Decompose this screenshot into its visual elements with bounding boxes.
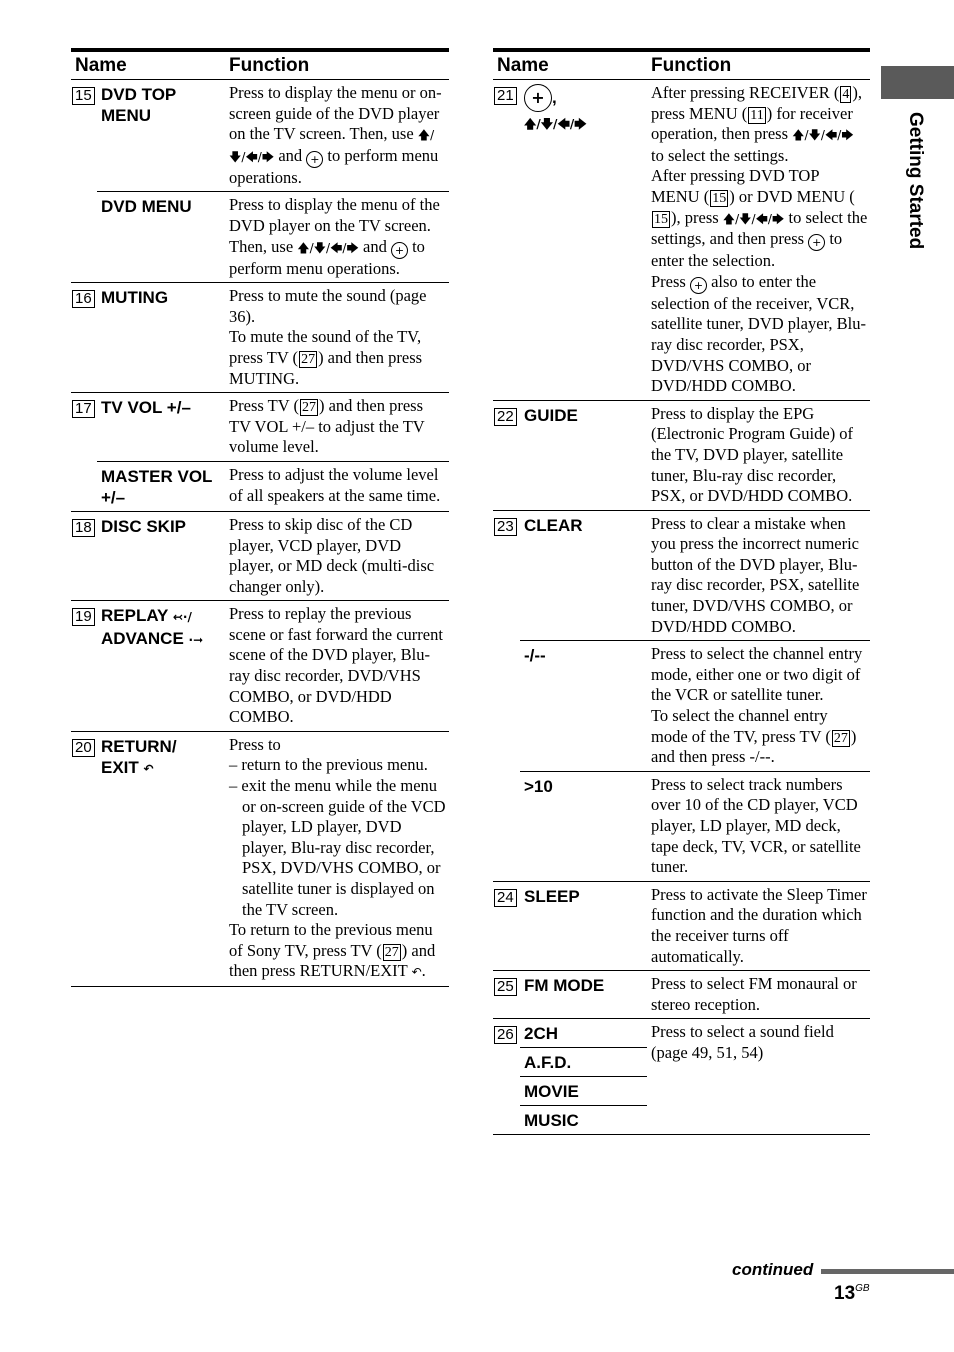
item-number: 19 (71, 601, 97, 732)
item-function: Press to skip disc of the CD player, VCD player, DVD player, or MD deck (multi-disc changer only). (225, 511, 449, 600)
ref-box: 11 (750, 107, 764, 123)
table-row (71, 511, 449, 600)
section-tab (881, 66, 954, 99)
table-row (493, 1019, 870, 1048)
item-name: DVD TOP MENU (97, 80, 225, 192)
item-number: 22 (493, 400, 520, 510)
item-function: After pressing RECEIVER ( 4 ), press MENU ( 11 ) for receiver operation, then press 🡅/🡇/🡄/🡆 to select the settings. After pressing DVD TOP MENU ( 15 ) or DVD MENU (15 ), press 🡅/🡇/🡄/🡆 to select the settings, and then press + to enter the selection. Press + also to enter the selection of the receiver, VCR, satellite tuner, DVD player, Blu-ray disc recorder, PSX, DVD/VHS COMBO, or DVD/HDD COMBO. (647, 80, 870, 401)
item-name: REPLAY ↢·/ ADVANCE ·➞ (97, 601, 225, 732)
table-row (493, 400, 870, 510)
ref-box: 15 (654, 211, 668, 227)
ref-box: 15 (712, 190, 727, 206)
advance-icon: ·➞ (188, 633, 204, 648)
table-row (493, 971, 870, 1019)
table-header (493, 50, 870, 80)
return-icon: ↶ (143, 761, 154, 776)
item-function: Press to display the menu or on-screen guide of the DVD player on the TV screen. Then, use 🡅/🡇/🡄/🡆 and + to perform menu operations. (225, 80, 449, 192)
continued-label: continued (732, 1260, 814, 1279)
table-row (71, 393, 449, 462)
table-row (71, 192, 449, 283)
ref-box: 27 (301, 400, 316, 416)
item-name: + , 🡅/🡇/🡄/🡆 (520, 80, 647, 401)
item-name: DISC SKIP (97, 511, 225, 600)
item-function: Press to – return to the previous menu. – exit the menu while the menu or on-screen guide of the VCD player, LD player, DVD player, Blu-ray disc recorder, PSX, DVD/VHS COMBO, or satellite tuner is displayed on the TV screen. To return to the previous menu of Sony TV, press TV ( 27 ) and then press RETURN/EXIT ↶. (225, 731, 449, 986)
item-name: CLEAR (520, 510, 647, 641)
item-name: -/-- (520, 641, 647, 772)
item-function: Press to mute the sound (page 36). To mute the sound of the TV, press TV ( 27 ) and then press MUTING. (225, 283, 449, 393)
item-number: 18 (71, 511, 97, 600)
item-name: FM MODE (520, 971, 647, 1019)
arrow-keys-icon: 🡅/🡇/🡄/🡆 (722, 211, 785, 226)
table-row (71, 731, 449, 986)
item-number: 20 (71, 731, 97, 986)
item-name: SLEEP (520, 881, 647, 970)
page-suffix: GB (855, 1283, 870, 1294)
item-function: Press to activate the Sleep Timer function and the duration which the receiver turns off automatically. (647, 881, 870, 970)
continued-bar (821, 1269, 954, 1274)
item-number: 15 (71, 80, 97, 283)
return-icon: ↶ (411, 965, 422, 980)
right-function-table (493, 48, 870, 1135)
item-function: Press to display the menu of the DVD player on the TV screen. Then, use 🡅/🡇/🡄/🡆 and + to perform menu operations. (225, 192, 449, 283)
table-row (493, 771, 870, 881)
section-label: Getting Started (905, 112, 926, 250)
ref-box: 27 (301, 351, 316, 367)
item-name: >10 (520, 771, 647, 881)
enter-button-icon: + (690, 277, 707, 294)
item-number: 25 (493, 971, 520, 1019)
replay-icon: ↢·/ (172, 610, 192, 625)
item-name: A.F.D. (520, 1048, 647, 1077)
ref-box: 27 (384, 944, 399, 960)
item-number: 23 (493, 510, 520, 881)
table-row (71, 601, 449, 732)
item-name: 2CH (520, 1019, 647, 1048)
table-row (493, 881, 870, 970)
item-function: Press to select the channel entry mode, either one or two digit of the VCR or satellite tuner. To select the channel entry mode of the TV, press TV ( 27 ) and then press -/--. (647, 641, 870, 772)
enter-button-icon: + (391, 242, 408, 259)
arrow-keys-icon: 🡅/🡇/🡄/🡆 (792, 128, 854, 143)
item-function: Press to select track numbers over 10 of the CD player, VCD player, LD player, MD deck, tape deck, TV, VCR, or satellite tuner. (647, 771, 870, 881)
enter-button-icon: + (808, 234, 825, 251)
enter-button-icon: + (524, 84, 552, 112)
item-function: Press to clear a mistake when you press the incorrect numeric button of the DVD player, Blu-ray disc recorder, PSX, satellite tuner, DVD/VHS COMBO, or DVD/HDD COMBO. (647, 510, 870, 641)
item-function: Press to replay the previous scene or fast forward the current scene of the DVD player, Blu-ray disc recorder, DVD/VHS COMBO, or DVD/HDD COMBO. (225, 601, 449, 732)
item-number: 16 (71, 283, 97, 393)
table-row (71, 80, 449, 192)
arrow-keys-icon: 🡅/🡇/🡄/🡆 (524, 117, 587, 131)
item-number: 17 (71, 393, 97, 512)
ref-box: 4 (842, 87, 850, 102)
table-row (71, 461, 449, 511)
header-function: Function (225, 50, 449, 80)
item-name: MASTER VOL +/– (97, 461, 225, 511)
table-row (493, 641, 870, 772)
table-row (493, 510, 870, 641)
table-header (71, 50, 449, 80)
item-name: TV VOL +/– (97, 393, 225, 462)
item-name: MOVIE (520, 1077, 647, 1106)
item-number: 21 (493, 80, 520, 401)
arrow-keys-icon: 🡅/🡇/🡄/🡆 (297, 240, 359, 255)
header-name: Name (71, 50, 225, 80)
header-function: Function (647, 50, 870, 80)
item-number: 26 (493, 1019, 520, 1135)
ref-box: 27 (833, 730, 848, 746)
item-name: GUIDE (520, 400, 647, 510)
item-name: MUSIC (520, 1106, 647, 1135)
item-number: 24 (493, 881, 520, 970)
enter-button-icon: + (306, 151, 323, 168)
item-name: MUTING (97, 283, 225, 393)
item-function: Press to display the EPG (Electronic Program Guide) of the TV, DVD player, satellite tuner, Blu-ray disc recorder, PSX, or DVD/HDD COMBO. (647, 400, 870, 510)
item-name: DVD MENU (97, 192, 225, 283)
left-function-table (71, 48, 449, 987)
item-function: Press to select a sound field (page 49, 51, 54) (647, 1019, 870, 1135)
arrow-keys-icon: 🡅/🡇/🡄/🡆 (229, 128, 435, 164)
page-number: $13^{GB}$ (834, 1283, 870, 1304)
item-function: Press to select FM monaural or stereo reception. (647, 971, 870, 1019)
item-name: RETURN/ EXIT ↶ (97, 731, 225, 986)
table-row (71, 283, 449, 393)
table-row (493, 80, 870, 401)
header-name: Name (493, 50, 647, 80)
item-function: Press TV ( 27 ) and then press TV VOL +/– to adjust the TV volume level. (225, 393, 449, 462)
item-function: Press to adjust the volume level of all speakers at the same time. (225, 461, 449, 511)
